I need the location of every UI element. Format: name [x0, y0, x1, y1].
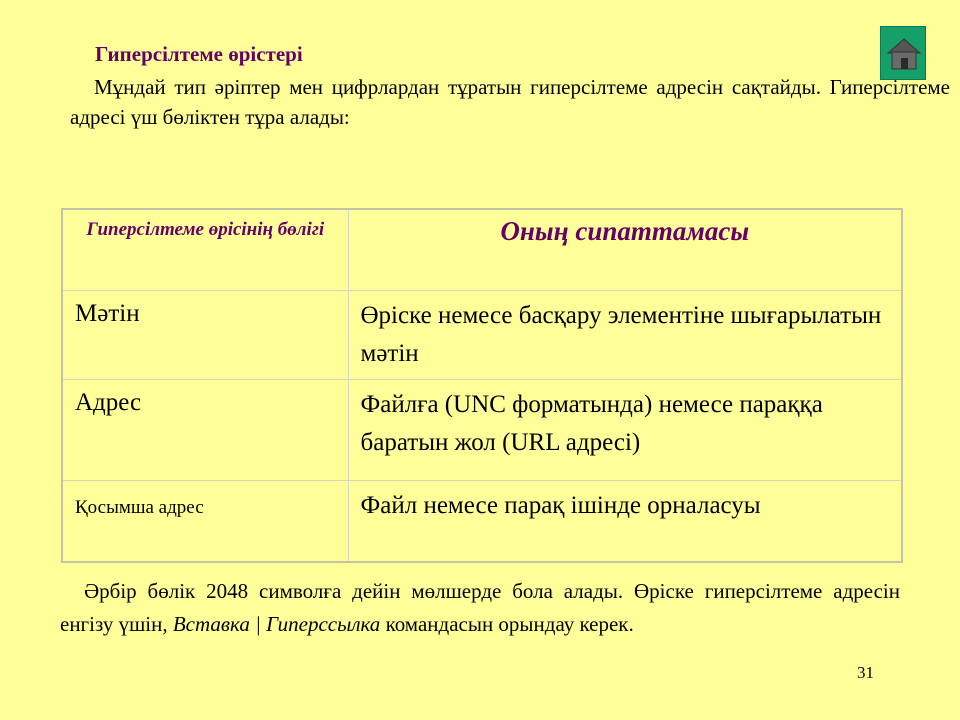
- page-number: 31: [857, 663, 874, 682]
- row-part-name: Қосымша адрес: [62, 481, 348, 563]
- home-icon: [886, 37, 922, 71]
- hyperlink-parts-table: [61, 208, 903, 563]
- row-part-description: Өріске немесе басқару элементіне шығарылатын мәтін: [348, 291, 902, 380]
- column-header-part: Гиперсілтеме өрісінің бөлігі: [62, 209, 348, 291]
- row-part-name: Адрес: [62, 380, 348, 481]
- intro-paragraph: Мұндай тип әріптер мен цифрлардан тұратын гиперсілтеме адресін сақтайды. Гиперсілтеме адресі үш бөліктен тұра алады:: [70, 75, 950, 129]
- outro-text-start: Әрбір бөлік 2048 символға дейін мөлшерде бола алады. Өріске гиперсілтеме адресін енгізу үшін,: [60, 579, 900, 636]
- menu-command: Вставка | Гиперссылка: [172, 612, 381, 636]
- outro-text-end: командасын орындау керек.: [380, 612, 634, 636]
- outro-paragraph: [60, 575, 900, 641]
- table-row: [62, 380, 902, 481]
- slide-title: Гиперсілтеме өрістері: [95, 42, 303, 66]
- table-row: [62, 481, 902, 563]
- column-header-description: Оның сипаттамасы: [348, 209, 902, 291]
- table-row: [62, 291, 902, 380]
- row-part-description: Файл немесе парақ ішінде орналасуы: [348, 481, 902, 563]
- table-header-row: [62, 209, 902, 291]
- row-part-name: Мәтін: [62, 291, 348, 380]
- row-part-description: Файлға (UNC форматында) немесе параққа баратын жол (URL адресі): [348, 380, 902, 481]
